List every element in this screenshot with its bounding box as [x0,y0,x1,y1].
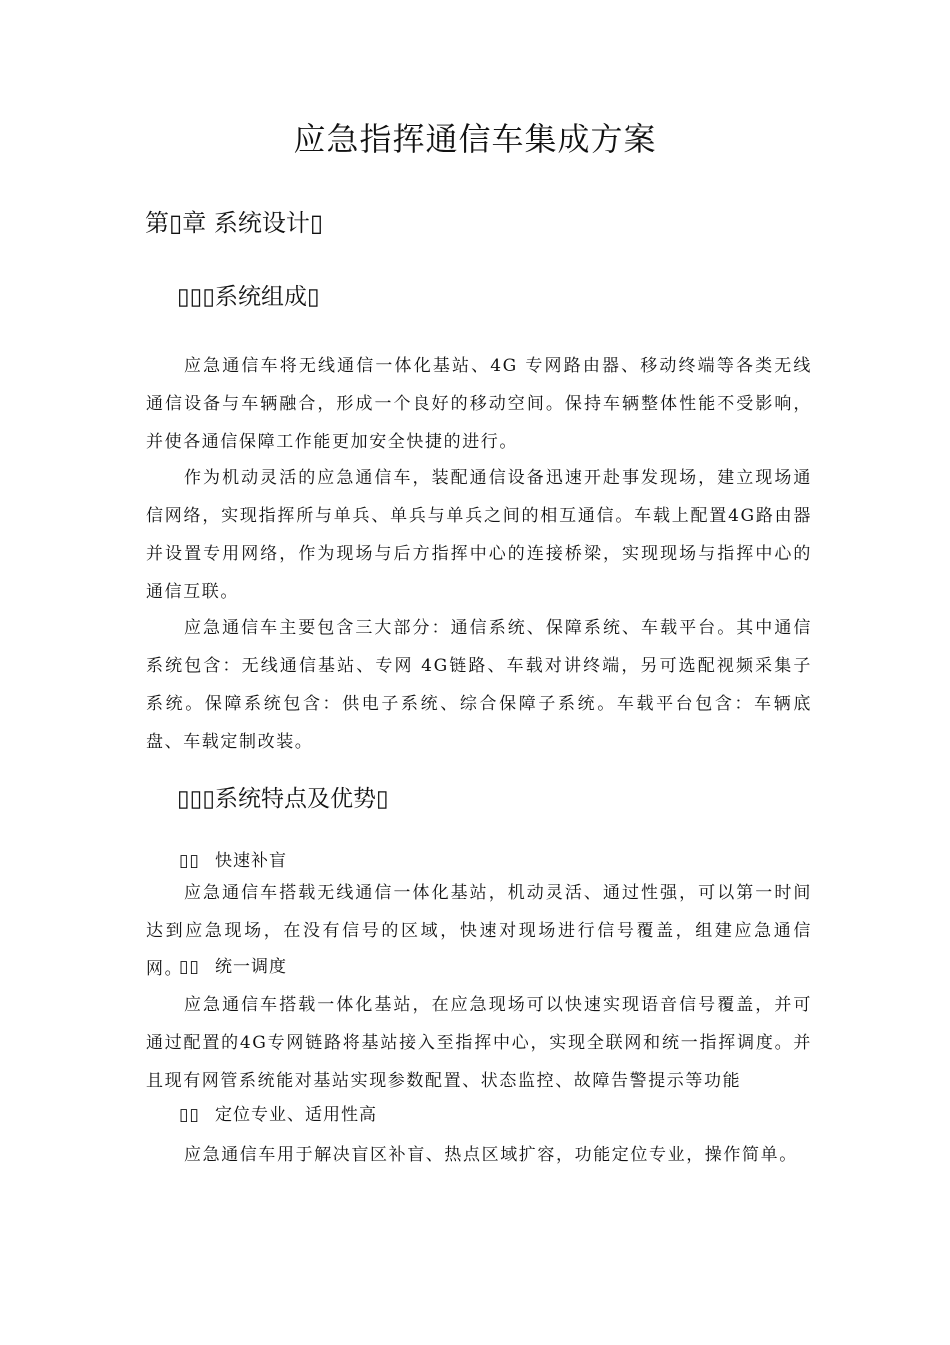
feature-item-label: 快速补盲 [215,851,287,871]
paragraph-feature-2: 应急通信车搭载一体化基站，在应急现场可以快速实现语音信号覆盖，并可通过配置的4G专网链路将基站接入至指挥中心，实现全联网和统一指挥调度。并且现有网管系统能对基站实现参数配置、状态监控、故障告警提示等功能 [146,995,812,1091]
feature-item-number: ▯▯ [179,1105,200,1125]
paragraph-feature-3: 应急通信车用于解决盲区补盲、热点区域扩容，功能定位专业，操作简单。 [184,1145,798,1165]
feature-item-number: ▯▯ [179,957,200,977]
paragraph-intro: 应急通信车将无线通信一体化基站、4G 专网路由器、移动终端等各类无线通信设备与车辆融合，形成一个良好的移动空间。保持车辆整体性能不受影响，并使各通信保障工作能更加安全快捷的进行。 [146,356,812,452]
paragraph-components: 应急通信车主要包含三大部分：通信系统、保障系统、车载平台。其中通信系统包含：无线通信基站、专网 4G链路、车载对讲终端，另可选配视频采集子系统。保障系统包含：供电子系统、综合保障子系统。车载平台包含：车辆底盘、车载定制改装。 [146,618,812,752]
feature-item-1 [179,846,287,876]
feature-item-3 [179,1100,377,1130]
section-heading-features: ▯▯▯系统特点及优势▯ [177,786,389,812]
paragraph-feature-1: 应急通信车搭载无线通信一体化基站，机动灵活、通过性强，可以第一时间达到应急现场，在没有信号的区域，快速对现场进行信号覆盖，组建应急通信网。 [146,883,812,979]
chapter-heading: 第▯章 系统设计▯ [145,209,324,237]
paragraph-deployment: 作为机动灵活的应急通信车，装配通信设备迅速开赴事发现场，建立现场通信网络，实现指挥所与单兵、单兵与单兵之间的相互通信。车载上配置4G路由器并设置专用网络，作为现场与后方指挥中心的连接桥梁，实现现场与指挥中心的通信互联。 [146,468,812,602]
feature-item-number: ▯▯ [179,851,200,871]
section-heading-composition: ▯▯▯系统组成▯ [177,284,320,310]
feature-item-label: 统一调度 [215,957,287,977]
feature-item-2 [179,952,287,982]
document-title: 应急指挥通信车集成方案 [293,120,657,158]
feature-item-label: 定位专业、适用性高 [215,1105,377,1125]
